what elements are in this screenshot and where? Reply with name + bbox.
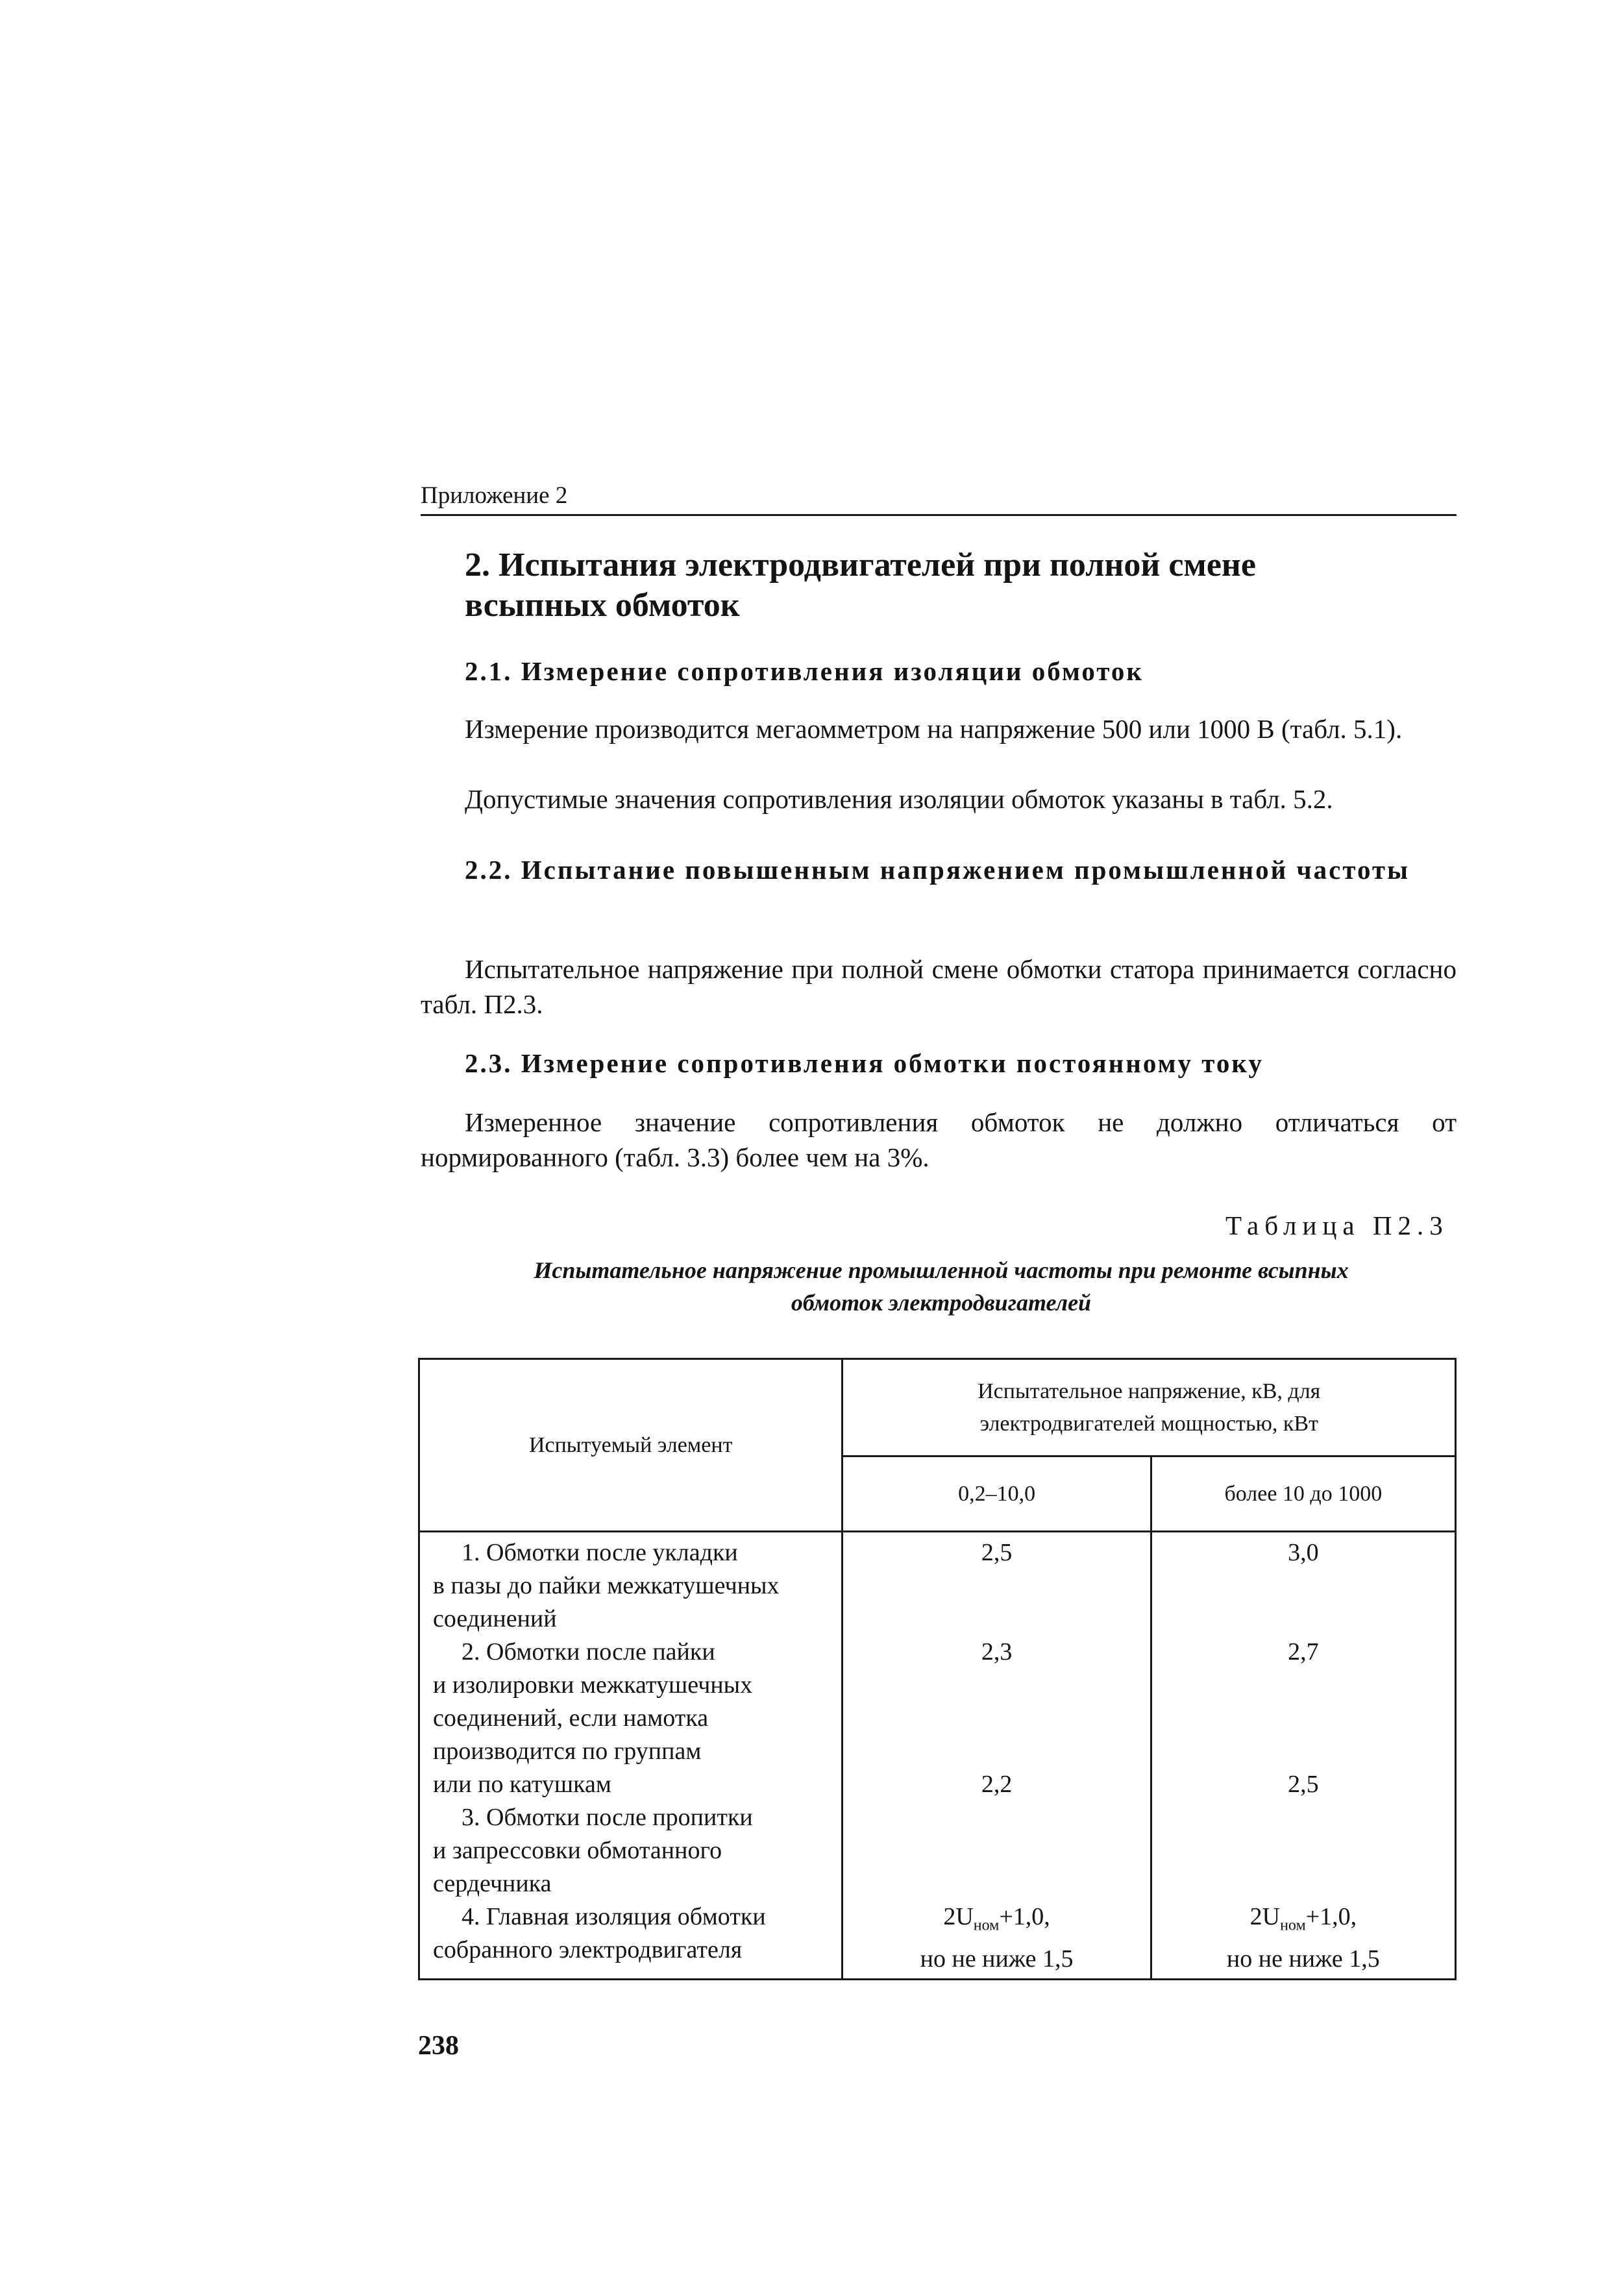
header-element: Испытуемый элемент [419, 1359, 843, 1532]
table-cell-low-4: $2U_{ном}+1,0$, но не ниже 1,5 [920, 1903, 1074, 1973]
paragraph-2-1-a: Измерение производится мегаомметром на напряжение 500 или 1000 В (табл. 5.1). [465, 714, 1403, 744]
subsection-heading-2-1: 2.1. Измерение сопротивления изоляции обмоток [465, 656, 1144, 686]
table-label: Таблица П2.3 [1225, 1211, 1449, 1240]
table-cell-high-3: 2,5 [1288, 1771, 1319, 1798]
header-power-low: 0,2–10,0 [843, 1456, 1151, 1532]
table-cell-high-1: 3,0 [1288, 1539, 1319, 1566]
page-number: 238 [418, 2031, 459, 2061]
table-cell-low-3: 2,2 [981, 1771, 1013, 1798]
table-caption: Испытательное напряжение промышленной частоты при ремонте всыпных обмоток электродвигателей [534, 1257, 1349, 1316]
table-cell-low-2: 2,3 [981, 1638, 1013, 1665]
section-title: 2. Испытания электродвигателей при полной смене всыпных обмоток [465, 547, 1256, 624]
subsection-heading-2-2: 2.2. Испытание повышенным напряжением промышленной частоты [465, 855, 1410, 885]
table-cell-high-2: 2,7 [1288, 1638, 1319, 1665]
table-cell-low-1: 2,5 [981, 1539, 1013, 1566]
paragraph-2-3: Измеренное значение сопротивления обмоток не должно отличаться от нормированного (табл. 3.3) более чем на 3%. [421, 1107, 1457, 1172]
table-row-element-4: 4. Главная изоляция обмотки собранного электродвигателя [433, 1903, 766, 1963]
header-rule [421, 514, 1457, 516]
paragraph-2-1-b: Допустимые значения сопротивления изоляции обмоток указаны в табл. 5.2. [465, 784, 1333, 814]
subsection-heading-2-3: 2.3. Измерение сопротивления обмотки постоянному току [465, 1048, 1264, 1078]
table-row-element-1: 1. Обмотки после укладки в пазы до пайки межкатушечных соединений [433, 1539, 780, 1632]
table-cell-high-4: $2U_{ном}+1,0$, но не ниже 1,5 [1226, 1903, 1380, 1973]
header-power-high: более 10 до 1000 [1151, 1456, 1455, 1532]
table-row-element-3: 3. Обмотки после пропитки и запрессовки обмотанного сердечника [433, 1804, 753, 1897]
table-row-element-2: 2. Обмотки после пайки и изолировки межкатушечных соединений, если намотка производится по группам или по катушкам [433, 1638, 753, 1798]
running-head: Приложение 2 [421, 482, 568, 509]
voltage-table [418, 1358, 1457, 1980]
high-power-column [1151, 1532, 1455, 1980]
header-voltage: Испытательное напряжение, кВ, для электродвигателей мощностью, кВт [843, 1359, 1456, 1456]
low-power-column [843, 1532, 1151, 1980]
paragraph-2-2: Испытательное напряжение при полной смене обмотки статора принимается согласно табл. П2.3. [421, 954, 1457, 1019]
element-column [419, 1532, 843, 1980]
